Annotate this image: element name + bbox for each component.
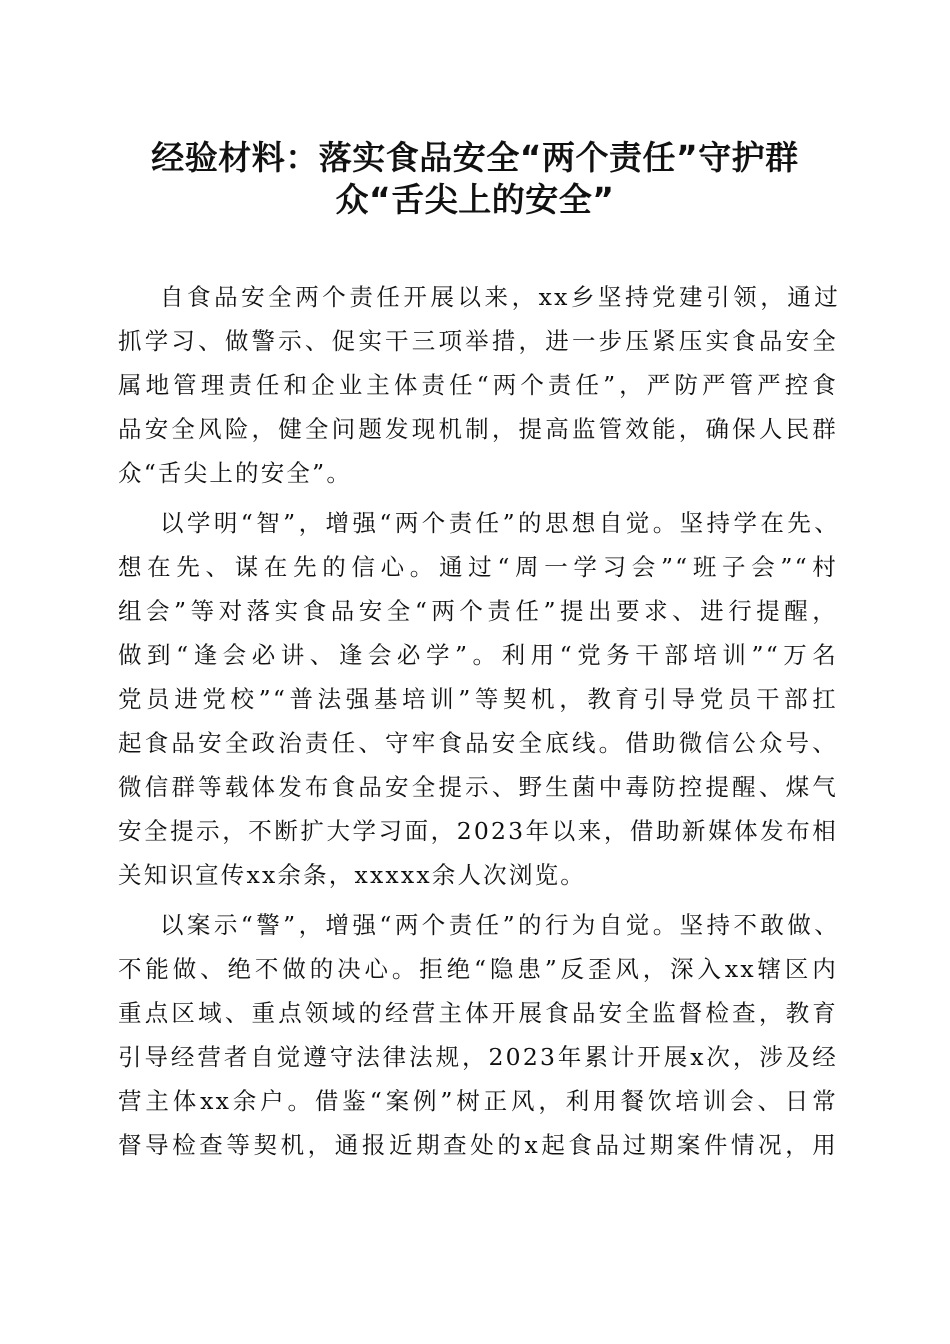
paragraph-3-line-6: 督导检查等契机，通报近期查处的x起食品过期案件情况，用 — [118, 1131, 838, 1159]
paragraph-3-line-5: 营主体xx余户。借鉴“案例”树正风，利用餐饮培训会、日常 — [118, 1087, 838, 1115]
paragraph-3-line-1: 以案示“警”，增强“两个责任”的行为自觉。坚持不敢做、 — [160, 911, 840, 939]
paragraph-1-line-3: 属地管理责任和企业主体责任“两个责任”，严防严管严控食 — [118, 371, 838, 399]
paragraph-2-line-4: 做到“逢会必讲、逢会必学”。利用“党务干部培训”“万名 — [118, 641, 838, 669]
paragraph-2-line-9: 关知识宣传xx余条，xxxxx余人次浏览。 — [118, 861, 586, 889]
paragraph-1-line-5: 众“舌尖上的安全”。 — [118, 459, 353, 487]
paragraph-1-line-2: 抓学习、做警示、促实干三项举措，进一步压紧压实食品安全 — [118, 327, 838, 355]
paragraph-3-line-2: 不能做、绝不做的决心。拒绝“隐患”反歪风，深入xx辖区内 — [118, 955, 838, 983]
paragraph-1-line-1: 自食品安全两个责任开展以来，xx乡坚持党建引领，通过 — [160, 283, 840, 311]
document-title-line-1: 经验材料：落实食品安全“两个责任”守护群 — [151, 138, 799, 177]
paragraph-3-line-4: 引导经营者自觉遵守法律法规，2023年累计开展x次，涉及经 — [118, 1043, 838, 1071]
paragraph-1-line-4: 品安全风险，健全问题发现机制，提高监管效能，确保人民群 — [118, 415, 838, 443]
document-title-line-2: 众“舌尖上的安全” — [335, 180, 615, 219]
paragraph-2-line-8: 安全提示，不断扩大学习面，2023年以来，借助新媒体发布相 — [118, 817, 838, 845]
paragraph-2-line-6: 起食品安全政治责任、守牢食品安全底线。借助微信公众号、 — [118, 729, 838, 757]
paragraph-2-line-7: 微信群等载体发布食品安全提示、野生菌中毒防控提醒、煤气 — [118, 773, 838, 801]
paragraph-2-line-2: 想在先、谋在先的信心。通过“周一学习会”“班子会”“村 — [118, 553, 838, 581]
paragraph-3-line-3: 重点区域、重点领域的经营主体开展食品安全监督检查，教育 — [118, 999, 838, 1027]
paragraph-2-line-1: 以学明“智”，增强“两个责任”的思想自觉。坚持学在先、 — [160, 509, 840, 537]
paragraph-2-line-5: 党员进党校”“普法强基培训”等契机，教育引导党员干部扛 — [118, 685, 838, 713]
paragraph-2-line-3: 组会”等对落实食品安全“两个责任”提出要求、进行提醒， — [118, 597, 838, 625]
